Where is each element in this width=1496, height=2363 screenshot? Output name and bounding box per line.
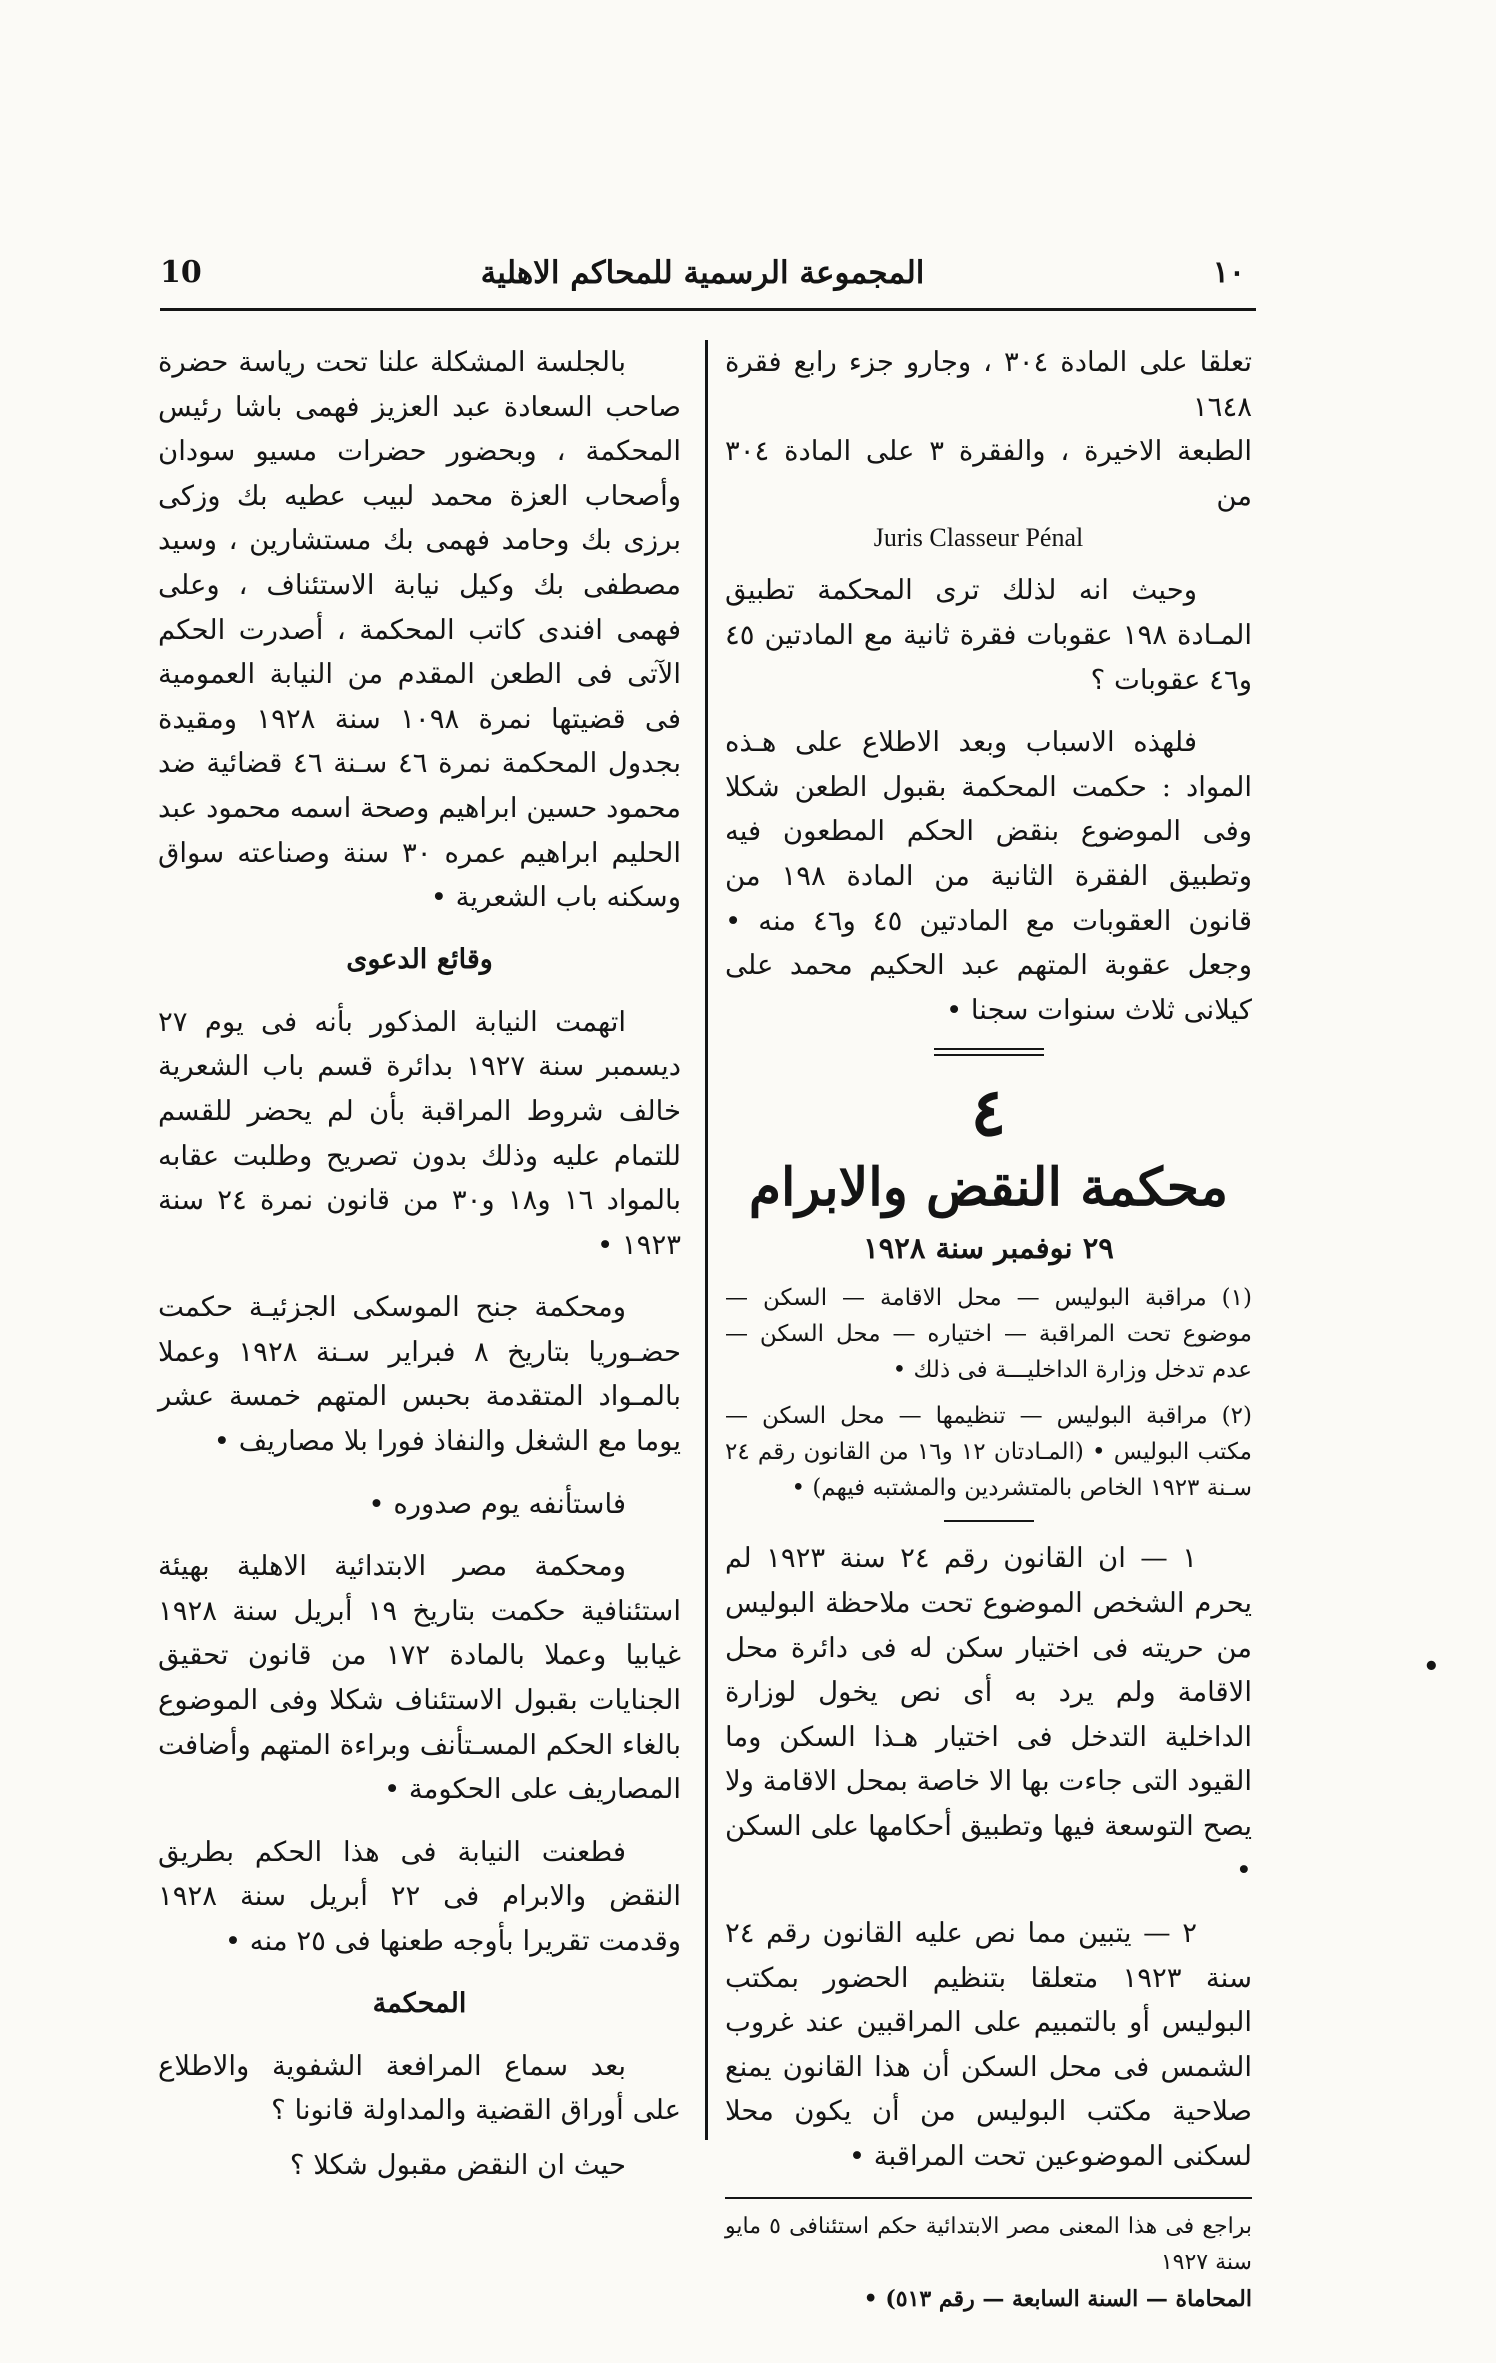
citation-line-2: الطبعة الاخيرة ، والفقرة ٣ على المادة ٣٠٤ من bbox=[725, 435, 1252, 512]
left-column bbox=[158, 340, 681, 2187]
citation-latin: Juris Classeur Pénal bbox=[873, 523, 1084, 553]
header-rule bbox=[160, 308, 1256, 311]
page-number-latin: 10 bbox=[160, 255, 202, 290]
margin-mark: • bbox=[1423, 1652, 1440, 1682]
footnote-line-1: براجع فى هذا المعنى مصر الابتدائية حكم استئنافى ٥ مايو سنة ١٩٢٧ bbox=[725, 2213, 1253, 2275]
facts-paragraph-3: فاستأنفه يوم صدوره • bbox=[368, 1487, 626, 1520]
right-column bbox=[725, 340, 1252, 2317]
ruling-paragraph: فلهذه الاسباب وبعد الاطلاع على هـذه المواد : حكمت المحكمة بقبول الطعن شكلا وفى الموضوع بنقض الحكم المطعون فيه وتطبيق الفقرة الثانية من المادة ١٩٨ من قانون العقوبات مع المادتين ٤٥ و٤٦ منه • وجعل عقوبة المتهم عبد الحكيم محمد على كيلانى ثلاث سنوات سجنا • bbox=[725, 726, 1253, 1026]
footnote-line-2: المحاماة — السنة السابعة — رقم ٥١٣) • bbox=[863, 2285, 1252, 2312]
page-header bbox=[160, 255, 1245, 305]
court-paragraph-1: بعد سماع المرافعة الشفوية والاطلاع على أوراق القضية والمداولة قانونا ؟ bbox=[158, 2049, 681, 2127]
footnote-rule bbox=[725, 2197, 1252, 2199]
court-date: ٢٩ نوفمبر سنة ١٩٢٨ bbox=[863, 1231, 1114, 1266]
case-number: ٤ bbox=[970, 1073, 1007, 1152]
session-intro: بالجلسة المشكلة علنا تحت رياسة حضرة صاحب السعادة عبد العزيز فهمى باشا رئيس المحكمة ، وبحضور حضرات مسيو سودان وأصحاب العزة محمد لبيب عطيه بك وزكى برزى بك وحامد فهمى بك مستشارين ، وسيد مصطفى بك وكيل نيابة الاستئناف ، وعلى فهمى افندى كاتب المحكمة ، أصدرت الحكم الآتى فى الطعن المقدم من النيابة العمومية فى قضيتها نمرة ١٠٩٨ سنة ١٩٢٨ ومقيدة بجدول المحكمة نمرة ٤٦ سـنة ٤٦ قضائية ضد محمود حسين ابراهيم وصحة اسمه محمود عبد الحليم ابراهيم عمره ٣٠ سنة وصناعته سواق وسكنه باب الشعرية • bbox=[158, 346, 681, 914]
court-paragraph-2: حيث ان النقض مقبول شكلا ؟ bbox=[289, 2148, 626, 2181]
reasoning-paragraph: وحيث انه لذلك ترى المحكمة تطبيق المـادة ١٩٨ عقوبات فقرة ثانية مع المادتين ٤٥ و٤٦ عقوبات ؟ bbox=[725, 574, 1253, 696]
facts-paragraph-5: فطعنت النيابة فى هذا الحكم بطريق النقض والابرام فى ٢٢ أبريل سنة ١٩٢٨ وقدمت تقريرا بأوجه طعنها فى ٢٥ منه • bbox=[158, 1835, 681, 1957]
court-heading: المحكمة bbox=[372, 1987, 467, 2019]
column-divider bbox=[705, 340, 708, 2140]
principle-2: ٢ — يتبين مما نص عليه القانون رقم ٢٤ سنة ١٩٢٣ متعلقا بتنظيم الحضور بمكتب البوليس أو بالتمبيم على المراقبين عند غروب الشمس فى محل السكن أن هذا القانون يمنع صلاحية مكتب البوليس من أن يكون محلا لسكنى الموضوعين تحت المراقبة • bbox=[725, 1917, 1252, 2173]
page-number-arabic: ١٠ bbox=[1212, 255, 1245, 290]
headnote-1: (١) مراقبة البوليس — محل الاقامة — السكن — موضوع تحت المراقبة — اختياره — محل السكن — عدم تدخل وزارة الداخليـــة فى ذلك • bbox=[725, 1285, 1252, 1384]
citation-line-1: تعلقا على المادة ٣٠٤ ، وجارو جزء رابع فقرة ١٦٤٨ bbox=[725, 346, 1252, 423]
journal-title: المجموعة الرسمية للمحاكم الاهلية bbox=[480, 255, 925, 291]
section-separator bbox=[934, 1048, 1044, 1056]
court-title: محكمة النقض والابرام bbox=[748, 1157, 1229, 1219]
facts-paragraph-1: اتهمت النيابة المذكور بأنه فى يوم ٢٧ ديسمبر سنة ١٩٢٧ بدائرة قسم باب الشعرية خالف شروط المراقبة بأن لم يحضر للقسم للتمام عليه وذلك بدون تصريح وطلبت عقابه بالمواد ١٦ و١٨ و٣٠ من قانون نمرة ٢٤ سنة ١٩٢٣ • bbox=[158, 1005, 681, 1261]
headnote-separator bbox=[944, 1520, 1034, 1522]
facts-paragraph-2: ومحكمة جنح الموسكى الجزئيـة حكمت حضـوريا بتاريخ ٨ فبراير سـنة ١٩٢٨ وعملا بالمـواد المتقدمة بحبس المتهم خمسة عشر يوما مع الشغل والنفاذ فورا بلا مصاريف • bbox=[158, 1291, 681, 1458]
headnote-2: (٢) مراقبة البوليس — تنظيمها — محل السكن — مكتب البوليس • (المـادتان ١٢ و١٦ من القانون رقم ٢٤ سـنة ١٩٢٣ الخاص بالمتشردين والمشتبه فيهم) • bbox=[725, 1403, 1252, 1502]
facts-paragraph-4: ومحكمة مصر الابتدائية الاهلية بهيئة استئنافية حكمت بتاريخ ١٩ أبريل سنة ١٩٢٨ غيابيا وعملا بالمادة ١٧٢ من قانون تحقيق الجنايات بقبول الاستئناف شكلا وفى الموضوع بالغاء الحكم المسـتأنف وبراءة المتهم وأضافت المصاريف على الحكومة • bbox=[158, 1550, 681, 1806]
principle-1: ١ — ان القانون رقم ٢٤ سنة ١٩٢٣ لم يحرم الشخص الموضوع تحت ملاحظة البوليس من حريته فى اختيار سكن له فى دائرة محل الاقامة ولم يرد به أى نص يخول لوزارة الداخلية التدخل فى اختيار هـذا السكن وما القيود التى جاءت بها الا خاصة بمحل الاقامة ولا يصح التوسعة فيها وتطبيق أحكامها على السكن • bbox=[725, 1542, 1252, 1887]
facts-heading: وقائع الدعوى bbox=[346, 943, 493, 975]
